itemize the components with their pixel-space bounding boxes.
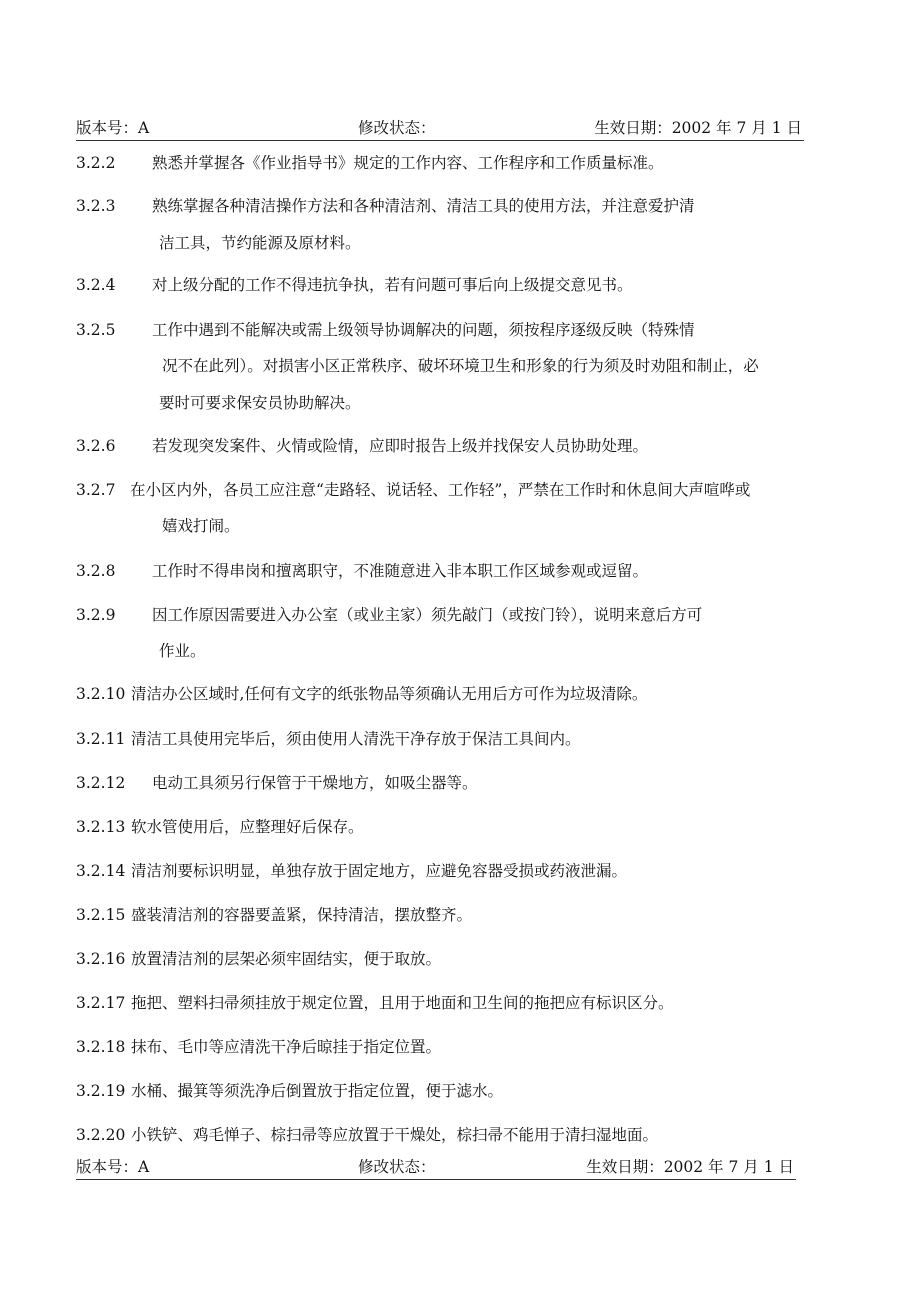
item-number: 3.2.7 <box>76 481 116 499</box>
item-text: 抹布、毛巾等应清洗干净后晾挂于指定位置。 <box>131 1038 442 1056</box>
list-item <box>76 684 648 704</box>
item-number: 3.2.5 <box>76 321 116 339</box>
item-number: 3.2.4 <box>76 276 116 294</box>
item-text-continued: 作业。 <box>159 642 206 660</box>
item-number: 3.2.15 <box>76 906 126 924</box>
list-item <box>76 561 649 581</box>
list-item <box>76 993 674 1013</box>
item-number: 3.2.12 <box>76 774 126 792</box>
item-text: 清洁办公区域时,任何有文字的纸张物品等须确认无用后方可作为垃圾清除。 <box>131 685 648 703</box>
item-text: 在小区内外，各员工应注意“走路轻、说话轻、工作轻”，严禁在工作时和休息间大声喧哗或 <box>130 481 751 499</box>
item-text-continued: 嬉戏打闹。 <box>162 517 240 535</box>
item-text-continued: 况不在此列）。对损害小区正常秩序、破坏环境卫生和形象的行为须及时劝阻和制止，必 <box>162 357 759 375</box>
item-number: 3.2.17 <box>76 994 126 1012</box>
list-item <box>76 1125 659 1145</box>
list-item <box>76 275 633 295</box>
item-text: 软水管使用后，应整理好后保存。 <box>131 818 364 836</box>
list-item <box>76 1081 504 1101</box>
item-text: 对上级分配的工作不得违抗争执，若有问题可事后向上级提交意见书。 <box>152 276 633 294</box>
list-item <box>76 605 703 625</box>
list-item <box>76 905 473 925</box>
list-item <box>76 949 442 969</box>
list-item <box>76 436 649 456</box>
list-item <box>76 817 364 837</box>
item-text: 小铁铲、鸡毛惮子、棕扫帚等应放置于干燥处，棕扫帚不能用于清扫湿地面。 <box>131 1126 659 1144</box>
item-text: 熟悉并掌握各《作业指导书》规定的工作内容、工作程序和工作质量标准。 <box>152 154 664 172</box>
list-item <box>76 1037 442 1057</box>
item-number: 3.2.16 <box>76 950 126 968</box>
item-number: 3.2.9 <box>76 606 116 624</box>
footer-version: 版本号：A <box>76 1158 150 1176</box>
item-text: 水桶、撮箕等须洗净后倒置放于指定位置，便于滤水。 <box>131 1082 504 1100</box>
item-number: 3.2.10 <box>76 685 126 703</box>
footer-status: 修改状态： <box>358 1158 436 1176</box>
item-number: 3.2.18 <box>76 1038 126 1056</box>
item-text: 若发现突发案件、火情或险情，应即时报告上级并找保安人员协助处理。 <box>152 437 649 455</box>
list-item <box>76 196 695 216</box>
item-number: 3.2.20 <box>76 1126 126 1144</box>
header-date: 生效日期：2002 年 7 月 1 日 <box>594 119 802 137</box>
item-text: 放置清洁剂的层架必须牢固结实，便于取放。 <box>131 950 442 968</box>
list-item <box>76 773 478 793</box>
item-number: 3.2.19 <box>76 1082 126 1100</box>
page-footer <box>76 1157 796 1180</box>
item-text: 拖把、塑料扫帚须挂放于规定位置，且用于地面和卫生间的拖把应有标识区分。 <box>131 994 674 1012</box>
list-item <box>76 320 695 340</box>
item-text: 工作时不得串岗和擅离职守，不准随意进入非本职工作区域参观或逗留。 <box>152 562 649 580</box>
item-text: 电动工具须另行保管于干燥地方，如吸尘器等。 <box>152 774 478 792</box>
item-text-continued: 洁工具，节约能源及原材料。 <box>159 234 361 252</box>
item-text: 清洁剂要标识明显，单独存放于固定地方，应避免容器受损或药液泄漏。 <box>131 862 628 880</box>
item-number: 3.2.6 <box>76 437 116 455</box>
footer-date: 生效日期：2002 年 7 月 1 日 <box>586 1158 794 1176</box>
item-text: 盛装清洁剂的容器要盖紧，保持清洁，摆放整齐。 <box>131 906 473 924</box>
list-item <box>76 480 751 500</box>
item-text: 清洁工具使用完毕后，须由使用人清洗干净存放于保洁工具间内。 <box>131 730 581 748</box>
item-number: 3.2.14 <box>76 862 126 880</box>
item-number: 3.2.13 <box>76 818 126 836</box>
item-number: 3.2.3 <box>76 197 116 215</box>
item-number: 3.2.8 <box>76 562 116 580</box>
item-text: 工作中遇到不能解决或需上级领导协调解决的问题，须按程序逐级反映（特殊情 <box>152 321 695 339</box>
item-number: 3.2.2 <box>76 154 116 172</box>
item-text: 因工作原因需要进入办公室（或业主家）须先敲门（或按门铃），说明来意后方可 <box>152 606 703 624</box>
list-item <box>76 861 628 881</box>
page-header <box>76 118 804 141</box>
list-item <box>76 153 664 173</box>
item-text: 熟练掌握各种清洁操作方法和各种清洁剂、清洁工具的使用方法，并注意爱护清 <box>152 197 695 215</box>
item-number: 3.2.11 <box>76 730 126 748</box>
item-text-continued: 要时可要求保安员协助解决。 <box>159 394 361 412</box>
header-status: 修改状态： <box>358 119 436 137</box>
header-version: 版本号：A <box>76 119 150 137</box>
list-item <box>76 729 581 749</box>
